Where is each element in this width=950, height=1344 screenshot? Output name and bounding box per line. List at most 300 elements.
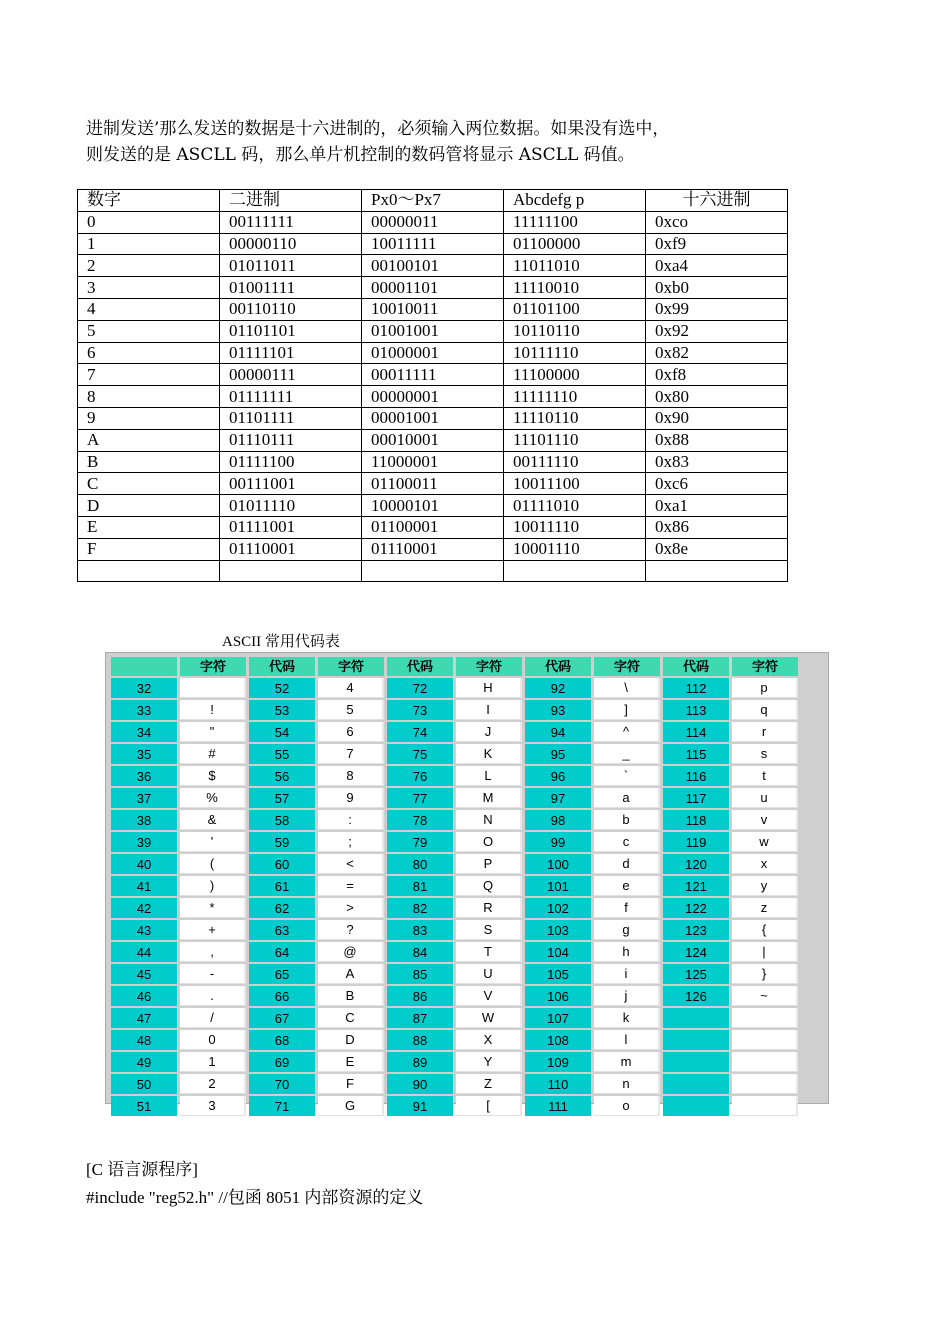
ascii-code-cell: 118: [663, 810, 729, 830]
ascii-code-cell: 49: [111, 1052, 177, 1072]
ascii-char-cell: :: [318, 810, 384, 830]
table-row: [78, 560, 788, 582]
ascii-char-cell: ^: [594, 722, 660, 742]
table-cell: 00000110: [220, 233, 362, 255]
ascii-code-cell: 98: [525, 810, 591, 830]
ascii-char-cell: T: [456, 942, 522, 962]
table-cell: 4: [78, 298, 220, 320]
ascii-header-cell: [111, 657, 177, 676]
ascii-code-cell: 120: [663, 854, 729, 874]
table-cell: 10001110: [504, 538, 646, 560]
ascii-table-title: ASCII 常用代码表: [222, 634, 340, 650]
ascii-code-cell: 121: [663, 876, 729, 896]
ascii-code-cell: 88: [387, 1030, 453, 1050]
ascii-code-cell: 38: [111, 810, 177, 830]
ascii-char-cell: N: [456, 810, 522, 830]
ascii-char-cell: w: [732, 832, 798, 852]
table-cell: 5: [78, 320, 220, 342]
ascii-code-cell: 83: [387, 920, 453, 940]
ascii-char-cell: L: [456, 766, 522, 786]
ascii-code-cell: 107: [525, 1008, 591, 1028]
table-row: [111, 832, 798, 852]
ascii-table-header: [111, 657, 798, 676]
ascii-char-cell: -: [180, 964, 246, 984]
ascii-header-cell: 代码: [387, 657, 453, 676]
ascii-char-cell: c: [594, 832, 660, 852]
table-cell: [78, 560, 220, 582]
table-cell: 2: [78, 255, 220, 277]
table-cell: 0xf8: [646, 364, 788, 386]
table-cell: 11110010: [504, 277, 646, 299]
ascii-code-cell: 101: [525, 876, 591, 896]
ascii-code-cell: 116: [663, 766, 729, 786]
table-row: [78, 233, 788, 255]
ascii-code-cell: 110: [525, 1074, 591, 1094]
table-cell: 01101101: [220, 320, 362, 342]
ascii-char-cell: j: [594, 986, 660, 1006]
ascii-code-cell: 48: [111, 1030, 177, 1050]
ascii-char-cell: l: [594, 1030, 660, 1050]
table-row: [111, 700, 798, 720]
table-cell: 01110111: [220, 429, 362, 451]
ascii-char-cell: 2: [180, 1074, 246, 1094]
source-code-section: [86, 1156, 423, 1212]
table-cell: 10111110: [504, 342, 646, 364]
ascii-code-cell: 56: [249, 766, 315, 786]
ascii-code-cell: 66: [249, 986, 315, 1006]
ascii-char-cell: .: [180, 986, 246, 1006]
table-row: [111, 1030, 798, 1050]
table-cell: 0x80: [646, 386, 788, 408]
ascii-char-cell: ": [180, 722, 246, 742]
source-heading: [C 语言源程序]: [86, 1160, 198, 1179]
table-row: [78, 473, 788, 495]
ascii-code-cell: 122: [663, 898, 729, 918]
ascii-char-cell: x: [732, 854, 798, 874]
ascii-code-cell: 58: [249, 810, 315, 830]
table-cell: 01110001: [220, 538, 362, 560]
ascii-header-cell: 字符: [456, 657, 522, 676]
ascii-char-cell: q: [732, 700, 798, 720]
ascii-char-cell: z: [732, 898, 798, 918]
ascii-header-cell: 代码: [663, 657, 729, 676]
table-row: [78, 495, 788, 517]
table-cell: 8: [78, 386, 220, 408]
ascii-code-cell: 89: [387, 1052, 453, 1072]
ascii-code-cell: 55: [249, 744, 315, 764]
ascii-code-cell: [663, 1096, 729, 1116]
ascii-char-cell: [: [456, 1096, 522, 1116]
ascii-code-cell: 93: [525, 700, 591, 720]
ascii-code-cell: 65: [249, 964, 315, 984]
header-digit: 数字: [78, 190, 220, 212]
table-cell: 11000001: [362, 451, 504, 473]
ascii-char-cell: W: [456, 1008, 522, 1028]
ascii-char-cell: C: [318, 1008, 384, 1028]
segment-code-table: [77, 189, 788, 582]
ascii-char-cell: _: [594, 744, 660, 764]
table-cell: [504, 560, 646, 582]
table-cell: 7: [78, 364, 220, 386]
table-cell: 01100001: [362, 516, 504, 538]
table-row: [111, 722, 798, 742]
ascii-char-cell: &: [180, 810, 246, 830]
table-cell: 11111110: [504, 386, 646, 408]
ascii-char-cell: [732, 1052, 798, 1072]
ascii-code-cell: 124: [663, 942, 729, 962]
ascii-code-cell: 75: [387, 744, 453, 764]
ascii-code-cell: 35: [111, 744, 177, 764]
ascii-char-cell: U: [456, 964, 522, 984]
table-row: [78, 211, 788, 233]
ascii-code-cell: 77: [387, 788, 453, 808]
table-cell: 01001001: [362, 320, 504, 342]
ascii-code-cell: 41: [111, 876, 177, 896]
table-cell: 0x99: [646, 298, 788, 320]
ascii-char-cell: D: [318, 1030, 384, 1050]
ascii-code-cell: 92: [525, 678, 591, 698]
ascii-char-cell: }: [732, 964, 798, 984]
ascii-char-cell: V: [456, 986, 522, 1006]
table-row: [111, 810, 798, 830]
ascii-code-cell: 97: [525, 788, 591, 808]
table-cell: 11110110: [504, 407, 646, 429]
table-row: [111, 920, 798, 940]
table-cell: E: [78, 516, 220, 538]
ascii-code-cell: 82: [387, 898, 453, 918]
ascii-char-cell: >: [318, 898, 384, 918]
table-cell: 3: [78, 277, 220, 299]
ascii-code-cell: 59: [249, 832, 315, 852]
table-cell: 01111010: [504, 495, 646, 517]
ascii-char-cell: Q: [456, 876, 522, 896]
ascii-code-cell: 67: [249, 1008, 315, 1028]
ascii-char-cell: 1: [180, 1052, 246, 1072]
ascii-code-cell: 52: [249, 678, 315, 698]
ascii-code-cell: 79: [387, 832, 453, 852]
ascii-char-cell: ]: [594, 700, 660, 720]
ascii-char-cell: R: [456, 898, 522, 918]
ascii-char-cell: =: [318, 876, 384, 896]
ascii-code-cell: 69: [249, 1052, 315, 1072]
ascii-char-cell: i: [594, 964, 660, 984]
ascii-char-cell: a: [594, 788, 660, 808]
ascii-code-cell: 39: [111, 832, 177, 852]
table-cell: 0xco: [646, 211, 788, 233]
table-cell: 11101110: [504, 429, 646, 451]
source-line-include: #include "reg52.h" //包函 8051 内部资源的定义: [86, 1188, 424, 1207]
table-row: [78, 255, 788, 277]
ascii-char-cell: ': [180, 832, 246, 852]
table-cell: 01111100: [220, 451, 362, 473]
ascii-char-cell: k: [594, 1008, 660, 1028]
ascii-char-cell: 6: [318, 722, 384, 742]
table-cell: 01101111: [220, 407, 362, 429]
table-cell: 00111111: [220, 211, 362, 233]
table-cell: F: [78, 538, 220, 560]
ascii-char-cell: 5: [318, 700, 384, 720]
intro-line-2: 则发送的是 ASCLL 码，那么单片机控制的数码管将显示 ASCLL 码值。: [86, 145, 635, 165]
table-row: [78, 298, 788, 320]
table-row: [78, 277, 788, 299]
ascii-char-cell: #: [180, 744, 246, 764]
table-cell: 10011100: [504, 473, 646, 495]
table-cell: 01100011: [362, 473, 504, 495]
ascii-code-cell: 53: [249, 700, 315, 720]
ascii-code-cell: 115: [663, 744, 729, 764]
table-row: [111, 986, 798, 1006]
table-cell: 00011111: [362, 364, 504, 386]
ascii-code-cell: 114: [663, 722, 729, 742]
ascii-code-cell: 104: [525, 942, 591, 962]
table-row: [78, 451, 788, 473]
table-cell: 00000011: [362, 211, 504, 233]
table-row: [111, 744, 798, 764]
table-cell: 0x92: [646, 320, 788, 342]
ascii-code-cell: 119: [663, 832, 729, 852]
table-cell: [362, 560, 504, 582]
table-cell: 01000001: [362, 342, 504, 364]
table-cell: 00001101: [362, 277, 504, 299]
ascii-header-cell: 字符: [318, 657, 384, 676]
ascii-code-cell: 123: [663, 920, 729, 940]
table-row: [78, 386, 788, 408]
ascii-code-cell: 43: [111, 920, 177, 940]
ascii-code-cell: 37: [111, 788, 177, 808]
table-cell: 00000001: [362, 386, 504, 408]
ascii-code-cell: [663, 1052, 729, 1072]
table-cell: 0x86: [646, 516, 788, 538]
ascii-code-cell: 78: [387, 810, 453, 830]
ascii-char-cell: [732, 1008, 798, 1028]
ascii-char-cell: ?: [318, 920, 384, 940]
header-port: Px0～Px7: [362, 190, 504, 212]
ascii-char-cell: [180, 678, 246, 698]
table-row: [78, 516, 788, 538]
ascii-char-cell: g: [594, 920, 660, 940]
ascii-char-cell: I: [456, 700, 522, 720]
table-cell: 01100000: [504, 233, 646, 255]
ascii-code-cell: 112: [663, 678, 729, 698]
ascii-code-table: [108, 655, 801, 1118]
ascii-code-cell: 68: [249, 1030, 315, 1050]
table-cell: [646, 560, 788, 582]
ascii-char-cell: B: [318, 986, 384, 1006]
ascii-code-cell: 44: [111, 942, 177, 962]
table-row: [111, 1052, 798, 1072]
header-segments: Abcdefg p: [504, 190, 646, 212]
ascii-code-cell: 106: [525, 986, 591, 1006]
ascii-code-cell: 105: [525, 964, 591, 984]
ascii-char-cell: /: [180, 1008, 246, 1028]
ascii-code-cell: 126: [663, 986, 729, 1006]
ascii-char-cell: A: [318, 964, 384, 984]
ascii-char-cell: 7: [318, 744, 384, 764]
ascii-char-cell: F: [318, 1074, 384, 1094]
ascii-code-cell: 99: [525, 832, 591, 852]
table-row: [78, 407, 788, 429]
ascii-code-cell: 109: [525, 1052, 591, 1072]
table-row: [111, 876, 798, 896]
ascii-char-cell: n: [594, 1074, 660, 1094]
ascii-char-cell: o: [594, 1096, 660, 1116]
ascii-char-cell: *: [180, 898, 246, 918]
segment-table-header: [78, 190, 788, 212]
table-cell: 01111111: [220, 386, 362, 408]
header-binary: 二进制: [220, 190, 362, 212]
table-cell: 0x90: [646, 407, 788, 429]
table-row: [78, 342, 788, 364]
table-row: [111, 1008, 798, 1028]
ascii-code-cell: 54: [249, 722, 315, 742]
ascii-char-cell: u: [732, 788, 798, 808]
ascii-char-cell: {: [732, 920, 798, 940]
ascii-char-cell: 4: [318, 678, 384, 698]
ascii-code-cell: 71: [249, 1096, 315, 1116]
ascii-char-cell: O: [456, 832, 522, 852]
ascii-char-cell: $: [180, 766, 246, 786]
table-cell: 01101100: [504, 298, 646, 320]
ascii-code-cell: 61: [249, 876, 315, 896]
ascii-char-cell: %: [180, 788, 246, 808]
ascii-code-cell: 111: [525, 1096, 591, 1116]
ascii-char-cell: 0: [180, 1030, 246, 1050]
table-cell: 0xa1: [646, 495, 788, 517]
table-cell: 01111101: [220, 342, 362, 364]
ascii-char-cell: ): [180, 876, 246, 896]
table-cell: 01001111: [220, 277, 362, 299]
ascii-char-cell: (: [180, 854, 246, 874]
table-cell: 0x88: [646, 429, 788, 451]
table-cell: 11011010: [504, 255, 646, 277]
ascii-char-cell: v: [732, 810, 798, 830]
table-cell: 0x83: [646, 451, 788, 473]
ascii-code-cell: 46: [111, 986, 177, 1006]
table-row: [111, 964, 798, 984]
table-cell: 0: [78, 211, 220, 233]
table-row: [78, 429, 788, 451]
ascii-char-cell: Y: [456, 1052, 522, 1072]
ascii-code-cell: 72: [387, 678, 453, 698]
ascii-code-cell: 63: [249, 920, 315, 940]
table-cell: 10011110: [504, 516, 646, 538]
ascii-header-cell: 字符: [180, 657, 246, 676]
ascii-code-cell: 60: [249, 854, 315, 874]
ascii-header-cell: 字符: [594, 657, 660, 676]
ascii-code-cell: 36: [111, 766, 177, 786]
table-cell: 00001001: [362, 407, 504, 429]
table-cell: B: [78, 451, 220, 473]
ascii-char-cell: <: [318, 854, 384, 874]
table-cell: 0x8e: [646, 538, 788, 560]
ascii-char-cell: f: [594, 898, 660, 918]
ascii-code-cell: 96: [525, 766, 591, 786]
table-cell: 11100000: [504, 364, 646, 386]
table-cell: 0xc6: [646, 473, 788, 495]
ascii-code-cell: 80: [387, 854, 453, 874]
ascii-code-cell: 50: [111, 1074, 177, 1094]
ascii-char-cell: K: [456, 744, 522, 764]
table-row: [111, 942, 798, 962]
table-cell: 00111110: [504, 451, 646, 473]
ascii-code-cell: 85: [387, 964, 453, 984]
table-row: [78, 538, 788, 560]
ascii-char-cell: t: [732, 766, 798, 786]
ascii-char-cell: |: [732, 942, 798, 962]
ascii-code-cell: 76: [387, 766, 453, 786]
table-cell: A: [78, 429, 220, 451]
table-cell: [220, 560, 362, 582]
table-row: [111, 766, 798, 786]
ascii-char-cell: !: [180, 700, 246, 720]
ascii-code-cell: 42: [111, 898, 177, 918]
ascii-code-cell: 86: [387, 986, 453, 1006]
ascii-header-cell: 代码: [525, 657, 591, 676]
ascii-char-cell: y: [732, 876, 798, 896]
table-cell: 01111001: [220, 516, 362, 538]
table-cell: 00000111: [220, 364, 362, 386]
ascii-code-cell: 81: [387, 876, 453, 896]
ascii-char-cell: P: [456, 854, 522, 874]
table-cell: 00111001: [220, 473, 362, 495]
ascii-char-cell: [732, 1074, 798, 1094]
table-cell: 10110110: [504, 320, 646, 342]
ascii-code-cell: 113: [663, 700, 729, 720]
ascii-char-cell: X: [456, 1030, 522, 1050]
header-hex: 十六进制: [646, 190, 788, 212]
ascii-header-cell: 代码: [249, 657, 315, 676]
ascii-code-cell: 84: [387, 942, 453, 962]
ascii-code-cell: 34: [111, 722, 177, 742]
ascii-code-cell: 64: [249, 942, 315, 962]
ascii-char-cell: S: [456, 920, 522, 940]
ascii-char-cell: 3: [180, 1096, 246, 1116]
table-row: [111, 678, 798, 698]
ascii-code-cell: 103: [525, 920, 591, 940]
ascii-code-cell: 70: [249, 1074, 315, 1094]
table-cell: 00100101: [362, 255, 504, 277]
ascii-char-cell: m: [594, 1052, 660, 1072]
ascii-code-cell: 102: [525, 898, 591, 918]
table-cell: 11111100: [504, 211, 646, 233]
ascii-char-cell: p: [732, 678, 798, 698]
ascii-code-cell: 87: [387, 1008, 453, 1028]
ascii-code-cell: 47: [111, 1008, 177, 1028]
table-cell: 0xa4: [646, 255, 788, 277]
ascii-char-cell: J: [456, 722, 522, 742]
table-row: [78, 320, 788, 342]
ascii-code-cell: 108: [525, 1030, 591, 1050]
ascii-code-cell: 40: [111, 854, 177, 874]
ascii-code-cell: 95: [525, 744, 591, 764]
ascii-char-cell: b: [594, 810, 660, 830]
ascii-code-cell: [663, 1008, 729, 1028]
ascii-char-cell: 8: [318, 766, 384, 786]
table-cell: 01011110: [220, 495, 362, 517]
ascii-char-cell: `: [594, 766, 660, 786]
table-row: [78, 364, 788, 386]
table-cell: 10011111: [362, 233, 504, 255]
ascii-code-cell: 125: [663, 964, 729, 984]
table-cell: 00010001: [362, 429, 504, 451]
table-row: [111, 788, 798, 808]
ascii-header-cell: 字符: [732, 657, 798, 676]
ascii-char-cell: Z: [456, 1074, 522, 1094]
ascii-char-cell: d: [594, 854, 660, 874]
table-cell: 9: [78, 407, 220, 429]
ascii-char-cell: G: [318, 1096, 384, 1116]
ascii-char-cell: ~: [732, 986, 798, 1006]
